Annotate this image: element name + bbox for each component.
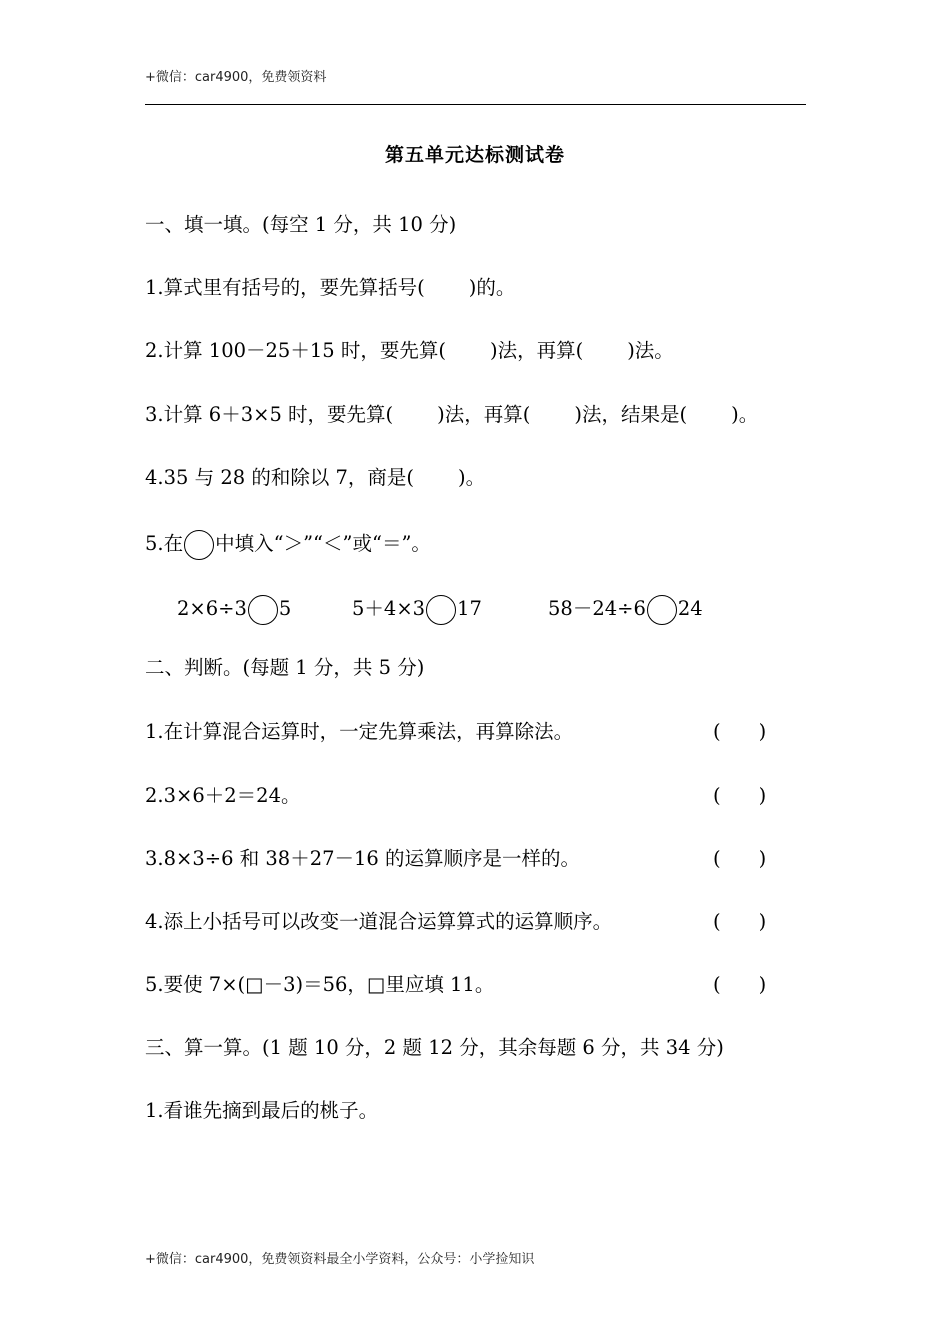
judge-answer-2[interactable] (713, 782, 766, 810)
compare-circle[interactable] (426, 595, 456, 625)
compare-left: 5＋4×3 (352, 597, 426, 620)
compare-item-3 (548, 595, 703, 625)
paren-close: ) (758, 847, 767, 870)
compare-left: 58－24÷6 (548, 597, 646, 620)
paren-open: ( (713, 720, 721, 743)
compare-circle[interactable] (248, 595, 278, 625)
fill-question-2 (145, 337, 674, 365)
fill-question-1 (145, 274, 515, 302)
compare-item-2 (352, 595, 482, 625)
judge-answer-4[interactable] (713, 908, 766, 936)
paren-open: ( (713, 910, 721, 933)
fill-question-3 (145, 401, 758, 429)
header-note: +微信：car4900，免费领资料 (145, 70, 327, 85)
fill-question-4-text-b: )。 (458, 466, 486, 489)
compare-right: 17 (457, 597, 482, 620)
paren-open: ( (713, 973, 721, 996)
fill-question-4-text-a: 4.35 与 28 的和除以 7，商是( (145, 466, 415, 489)
judge-item-2: 2.3×6＋2＝24。 (145, 784, 301, 807)
fill-question-3-text-b: )法，再算( (437, 403, 531, 426)
judge-item-1: 1.在计算混合运算时，一定先算乘法，再算除法。 (145, 720, 574, 743)
judge-item-4: 4.添上小括号可以改变一道混合运算算式的运算顺序。 (145, 910, 613, 933)
judge-answer-3[interactable] (713, 845, 766, 873)
footer-note: +微信：car4900，免费领资料最全小学资料，公众号：小学捡知识 (145, 1252, 535, 1267)
paren-open: ( (713, 784, 721, 807)
paren-open: ( (713, 847, 721, 870)
page-title: 第五单元达标测试卷 (384, 144, 565, 166)
fill-question-2-text-b: )法，再算( (489, 339, 584, 362)
paren-close: ) (758, 910, 767, 933)
judge-answer-1[interactable] (713, 718, 766, 746)
compare-item-1 (177, 595, 291, 625)
judge-answer-5[interactable] (713, 971, 766, 999)
judge-item-5: 5.要使 7×(□－3)＝56，□里应填 11。 (145, 973, 495, 996)
compare-circle[interactable] (647, 595, 677, 625)
paren-close: ) (758, 784, 767, 807)
header-divider (145, 104, 806, 105)
calc-question-1: 1.看谁先摘到最后的桃子。 (145, 1099, 379, 1122)
fill-question-3-text-c: )法，结果是( (574, 403, 688, 426)
fill-question-1-text-a: 1.算式里有括号的，要先算括号( (145, 276, 425, 299)
fill-question-5 (145, 530, 431, 560)
compare-right: 5 (278, 597, 292, 620)
fill-question-3-text-d: )。 (731, 403, 759, 426)
fill-question-2-text-c: )法。 (627, 339, 674, 362)
fill-question-5-text-a: 5.在 (145, 532, 184, 555)
paren-close: ) (758, 973, 767, 996)
fill-question-2-text-a: 2.计算 100－25＋15 时，要先算( (145, 339, 446, 362)
fill-question-4 (145, 464, 485, 492)
section1-heading: 一、填一填。(每空 1 分，共 10 分) (145, 213, 457, 236)
compare-right: 24 (677, 597, 703, 620)
compare-left: 2×6÷3 (177, 597, 247, 620)
fill-question-1-text-b: )的。 (468, 276, 516, 299)
paren-close: ) (758, 720, 767, 743)
fill-question-3-text-a: 3.计算 6＋3×5 时，要先算( (145, 403, 394, 426)
fill-question-5-text-b: 中填入“＞”“＜”或“＝”。 (215, 532, 431, 555)
circle-icon (184, 530, 214, 560)
section3-heading: 三、算一算。(1 题 10 分，2 题 12 分，其余每题 6 分，共 34 分) (145, 1036, 724, 1059)
section2-heading: 二、判断。(每题 1 分，共 5 分) (145, 656, 425, 679)
judge-item-3: 3.8×3÷6 和 38＋27－16 的运算顺序是一样的。 (145, 847, 581, 870)
